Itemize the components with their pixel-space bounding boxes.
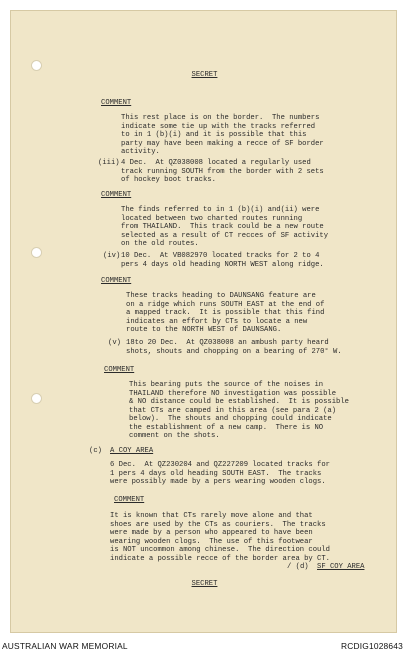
text-line: selected as a result of CT recces of SF activity bbox=[121, 231, 329, 240]
comment-heading: COMMENT bbox=[101, 277, 132, 285]
item-marker: (iv) bbox=[103, 252, 121, 260]
section-marker: (c) bbox=[89, 447, 102, 455]
item-marker: (v) bbox=[108, 339, 121, 347]
text-line: indicate some tie up with the tracks referred bbox=[121, 122, 316, 131]
comment-heading: COMMENT bbox=[114, 496, 145, 504]
text-line: shots, shouts and chopping on a bearing of 270° W. bbox=[126, 347, 342, 356]
punch-hole bbox=[31, 247, 42, 258]
text-line: activity. bbox=[121, 148, 160, 156]
text-line: were possibly made by a pers wearing wooden clogs. bbox=[110, 478, 326, 486]
text-line: party may have been making a recce of SF border bbox=[121, 139, 324, 148]
text-line: This bearing puts the source of the noises in bbox=[129, 381, 324, 389]
text-line: shoes are used by the CTs as couriers. The tracks bbox=[110, 520, 326, 529]
text-line: indicate a possible recce of the border area by CT. bbox=[110, 554, 330, 563]
security-heading-bottom: SECRET bbox=[191, 580, 218, 588]
text-line: It is known that CTs rarely move alone and that bbox=[110, 512, 313, 520]
text-line: THAILAND therefore NO investigation was possible bbox=[129, 389, 337, 398]
text-line: on the old routes. bbox=[121, 240, 199, 248]
text-line: track running SOUTH from the border with 2 sets bbox=[121, 167, 324, 176]
text-line: is NOT uncommon among chinese. The direction could bbox=[110, 546, 330, 554]
text-line: The finds referred to in 1 (b)(i) and(ii) were bbox=[121, 206, 320, 214]
text-line: located between two charted routes running bbox=[121, 214, 303, 223]
text-line: a mapped track. It is possible that this find bbox=[126, 309, 325, 317]
section-heading: A COY AREA bbox=[110, 447, 154, 455]
text-line: 10 Dec. At VB082970 located tracks for 2 to 4 bbox=[121, 252, 320, 260]
text-line: the establishment of a new camp. There is NO bbox=[129, 423, 324, 432]
comment-heading: COMMENT bbox=[101, 99, 132, 107]
text-line: to in 1 (b)(i) and it is possible that this bbox=[121, 131, 307, 139]
text-line: These tracks heading to DAUNSANG feature are bbox=[126, 292, 316, 300]
text-line: route to the NORTH WEST of DAUNSANG. bbox=[126, 326, 282, 334]
text-line: from THAILAND. This track could be a new route bbox=[121, 223, 324, 231]
document-page bbox=[10, 10, 397, 633]
text-line: comment on the shots. bbox=[129, 432, 220, 440]
continuation-prefix: / (d) bbox=[287, 563, 309, 571]
text-line: & NO distance could be established. It is possible bbox=[129, 398, 349, 406]
comment-heading: COMMENT bbox=[101, 191, 132, 199]
text-line: 4 Dec. At QZ038008 located a regularly used bbox=[121, 159, 311, 167]
punch-hole bbox=[31, 60, 42, 71]
text-line: of hockey boot tracks. bbox=[121, 176, 216, 184]
security-heading-top: SECRET bbox=[191, 71, 218, 79]
footer-source: AUSTRALIAN WAR MEMORIAL bbox=[2, 641, 128, 651]
continuation-label: SF COY AREA bbox=[317, 563, 365, 571]
punch-hole bbox=[31, 393, 42, 404]
item-marker: (iii) bbox=[98, 159, 120, 167]
text-line: pers 4 days old heading NORTH WEST along ridge. bbox=[121, 260, 324, 269]
text-line: wearing wooden clogs. The use of this footwear bbox=[110, 537, 313, 546]
text-line: 1 pers 4 days old heading SOUTH EAST. The tracks bbox=[110, 469, 322, 478]
text-line: on a ridge which runs SOUTH EAST at the end of bbox=[126, 300, 325, 309]
text-line: This rest place is on the border. The numbers bbox=[121, 114, 320, 122]
comment-heading: COMMENT bbox=[104, 366, 135, 374]
text-line: below). The shouts and chopping could indicate bbox=[129, 415, 332, 423]
text-line: 6 Dec. At QZ230204 and QZ227209 located tracks for bbox=[110, 461, 330, 469]
text-line: that CTs are camped in this area (see para 2 (a) bbox=[129, 406, 337, 415]
text-line: indicates an effort by CTs to locate a new bbox=[126, 317, 308, 326]
text-line: were made by a person who appeared to have been bbox=[110, 529, 313, 537]
text-line: 18to 20 Dec. At QZ038008 an ambush party heard bbox=[126, 339, 329, 347]
footer-record-id: RCDIG1028643 bbox=[341, 641, 403, 651]
archive-footer bbox=[0, 634, 406, 654]
